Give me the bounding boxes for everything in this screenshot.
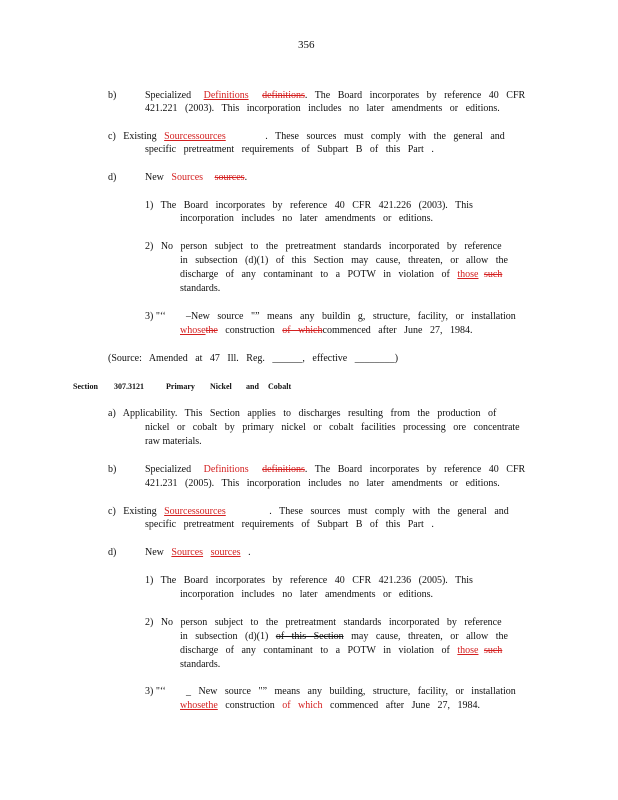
item-c-line2: specific pretreatment requirements of Subpart B of this Part . <box>145 144 434 155</box>
item-a-line3: raw materials. <box>145 436 202 447</box>
insertion-sources-new-2: Sources <box>171 547 204 558</box>
source-note: (Source: Amended at 47 Ill. Reg. ______, effective ________) <box>108 353 399 364</box>
insertion-those-2: those <box>457 645 479 656</box>
item-d3-line2 <box>180 325 472 337</box>
item-d2b3-line1: _ New source "” means any building, structure, facility, or installation <box>186 686 516 697</box>
item-d2-marker: d) <box>108 547 117 558</box>
section-title-and: and <box>246 382 259 391</box>
item-d2b2-line3-text: discharge of any contaminant to a POTW in violation of <box>180 645 450 656</box>
deletion-of-this-section: of this Section <box>275 631 344 642</box>
deletion-the: the <box>205 325 218 336</box>
insertion-sources-new: Sources <box>171 172 204 183</box>
insertion-definitions: Definitions <box>203 90 249 101</box>
insertion-sources: Sourcessources <box>164 131 226 142</box>
item-a-line2: nickel or cobalt by primary nickel or cobalt facilities processing ore concentrate <box>145 422 520 433</box>
item-d3-construction: construction <box>225 325 275 336</box>
item-d2b3-end: commenced after June 27, 1984. <box>330 700 480 711</box>
item-c-line1 <box>108 131 505 143</box>
item-c2-line1 <box>108 506 509 518</box>
section-title-cobalt: Cobalt <box>268 382 292 391</box>
item-d-line1 <box>145 172 247 184</box>
item-d3-prefix: 3) "‘‘ <box>145 311 166 322</box>
item-d1-line2: incorporation includes no later amendments or editions. <box>180 213 433 224</box>
item-b-marker: b) <box>108 90 117 101</box>
section-number: 307.3121 <box>114 382 144 391</box>
section-label: Section <box>73 382 98 391</box>
insertion-whose: whose <box>180 325 206 336</box>
item-d2b3-construction: construction <box>225 700 275 711</box>
item-b2-line1 <box>145 464 525 476</box>
deletion-such-2: such <box>483 645 503 656</box>
item-d2-line2: in subsection (d)(1) of this Section may cause, threaten, or allow the <box>180 255 508 266</box>
deletion-definitions: definitions <box>262 90 305 101</box>
insertion-definitions-2: Definitions <box>203 464 249 475</box>
item-b-word: Specialized <box>145 90 192 101</box>
item-d2b2-line2 <box>180 631 508 643</box>
insertion-those: those <box>457 269 479 280</box>
item-c-rest: . These sources must comply with the general and <box>265 131 505 142</box>
item-d-end: . <box>244 172 248 183</box>
item-b-line1 <box>145 90 525 102</box>
insertion-sources-2: Sourcessources <box>164 506 226 517</box>
item-d2b2-line2a: in subsection (d)(1) <box>180 631 269 642</box>
item-b2-rest: . The Board incorporates by reference 40 CFR <box>304 464 526 475</box>
item-d2-line4: standards. <box>180 283 221 294</box>
item-c2-line2: specific pretreatment requirements of Subpart B of this Part . <box>145 519 434 530</box>
item-a-line1: a) Applicability. This Section applies to discharges resulting from the production of <box>108 408 497 419</box>
insertion-sources-new-lower-2: sources <box>210 547 241 558</box>
item-d3-end: commenced after June 27, 1984. <box>322 325 473 336</box>
item-d-marker: d) <box>108 172 117 183</box>
item-d2-line1: 2) No person subject to the pretreatment standards incorporated by reference <box>145 241 502 252</box>
page-number: 356 <box>298 39 315 51</box>
item-d2b3-line2 <box>180 700 480 712</box>
item-b2-word: Specialized <box>145 464 192 475</box>
item-d2-line3 <box>180 269 502 281</box>
item-d2b2-line2b: may cause, threaten, or allow the <box>351 631 508 642</box>
item-d3-line1: –New source "” means any buildin g, structure, facility, or installation <box>186 311 516 322</box>
item-b-line2: 421.221 (2003). This incorporation includes no later amendments or editions. <box>145 103 500 114</box>
item-b2-line2: 421.231 (2005). This incorporation includes no later amendments or editions. <box>145 478 500 489</box>
item-d2b2-line3 <box>180 645 502 657</box>
item-d-word: New <box>145 172 164 183</box>
item-c2-rest: . These sources must comply with the general and <box>269 506 509 517</box>
section-title-primary: Primary <box>166 382 195 391</box>
item-d2-line3-text: discharge of any contaminant to a POTW in violation of <box>180 269 450 280</box>
item-d1-line1: 1) The Board incorporates by reference 40 CFR 421.226 (2003). This <box>145 200 473 211</box>
item-c2-prefix: c) Existing <box>108 506 157 517</box>
item-d2b3-prefix: 3) "‘‘ <box>145 686 166 697</box>
insertion-of-which: of which <box>282 700 323 711</box>
item-d2b-end: . <box>248 547 251 558</box>
item-d2b1-line1: 1) The Board incorporates by reference 40 CFR 421.236 (2005). This <box>145 575 473 586</box>
section-title-nickel: Nickel <box>210 382 232 391</box>
insertion-whosethe: whosethe <box>180 700 218 711</box>
item-d2b-word: New <box>145 547 164 558</box>
deletion-definitions-2: definitions <box>262 464 305 475</box>
deletion-of-which: of which <box>282 325 323 336</box>
item-d2b2-line1: 2) No person subject to the pretreatment standards incorporated by reference <box>145 617 502 628</box>
item-b2-marker: b) <box>108 464 117 475</box>
item-d2b-line1 <box>145 547 251 559</box>
item-b-rest: . The Board incorporates by reference 40 CFR <box>304 90 526 101</box>
item-d2b1-line2: incorporation includes no later amendments or editions. <box>180 589 433 600</box>
deletion-such: such <box>483 269 503 280</box>
deletion-sources-new: sources <box>214 172 245 183</box>
item-d2b2-line4: standards. <box>180 659 221 670</box>
item-c-prefix: c) Existing <box>108 131 157 142</box>
